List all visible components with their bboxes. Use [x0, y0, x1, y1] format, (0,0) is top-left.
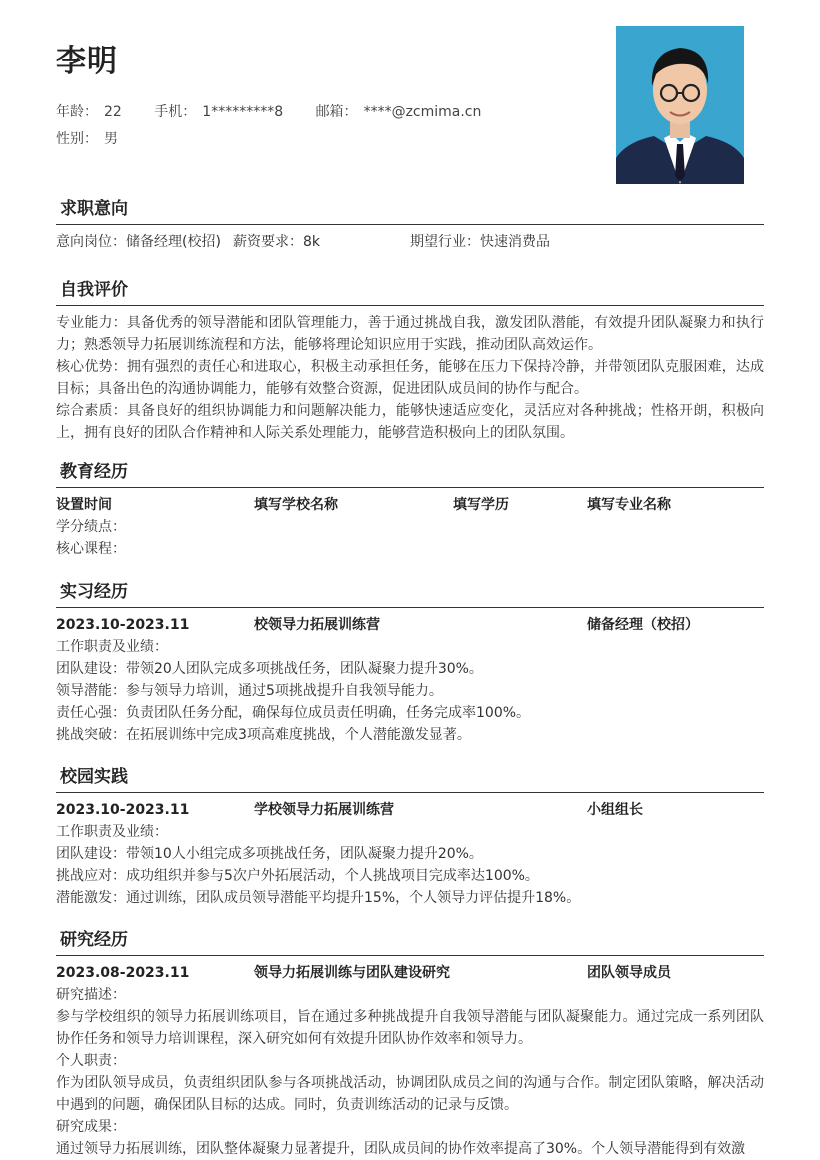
edu-courses: 核心课程：: [56, 541, 126, 557]
section-title: 研究经历: [60, 930, 128, 950]
campus-line: 团队建设：带领10人小组完成多项挑战任务，团队凝聚力提升20%。: [56, 846, 483, 862]
section-header: [56, 927, 764, 956]
intern-line: 挑战突破：在拓展训练中完成3项高难度挑战，个人潜能激发显著。: [56, 727, 471, 743]
internship-row: [56, 614, 764, 636]
intent-row: [56, 231, 764, 253]
intern-line: 团队建设：带领20人团队完成多项挑战任务，团队凝聚力提升30%。: [56, 661, 483, 677]
email-field: [316, 101, 482, 121]
intern-role: 储备经理（校招）: [587, 617, 699, 633]
campus-org: 学校领导力拓展训练营: [254, 802, 394, 818]
section-job-intent: [56, 196, 764, 253]
gender-field: [56, 128, 118, 148]
intent-salary: 薪资要求：8k: [233, 234, 321, 250]
research-duty-label: 个人职责：: [56, 1053, 126, 1069]
campus-row: [56, 799, 764, 821]
section-education: [56, 459, 764, 560]
email-label: 邮箱：: [315, 104, 358, 120]
campus-line: 潜能激发：通过训练，团队成员领导潜能平均提升15%，个人领导力评估提升18%。: [56, 890, 581, 906]
edu-time: 设置时间: [56, 497, 112, 513]
section-internship: [56, 579, 764, 746]
phone-value: 1*********8: [202, 104, 284, 120]
section-header: [56, 764, 764, 793]
intern-org: 校领导力拓展训练营: [254, 617, 380, 633]
gender-value: 男: [104, 131, 118, 147]
intern-time: 2023.10-2023.11: [56, 617, 190, 633]
research-row: [56, 962, 764, 984]
phone-label: 手机：: [154, 104, 197, 120]
research-duty: 作为团队领导成员，负责组织团队参与各项挑战活动，协调团队成员之间的沟通与合作。制定团队策略，解决活动中遇到的问题，确保团队目标的达成。同时，负责训练活动的记录与反馈。: [56, 1075, 764, 1113]
research-desc-label: 研究描述：: [56, 987, 126, 1003]
section-header: [56, 459, 764, 488]
edu-school: 填写学校名称: [254, 497, 338, 513]
research-desc: 参与学校组织的领导力拓展训练项目，旨在通过多种挑战提升自我领导潜能与团队凝聚能力。通过完成一系列团队协作任务和领导力培训课程，深入研究如何有效提升团队协作效率和领导力。: [56, 1009, 764, 1047]
eval-paragraph: 专业能力：具备优秀的领导潜能和团队管理能力，善于通过挑战自我，激发团队潜能，有效提升团队凝聚力和执行力；熟悉领导力拓展训练流程和方法，能够将理论知识应用于实践，推动团队高效运作。: [56, 315, 764, 353]
campus-line: 工作职责及业绩：: [56, 824, 168, 840]
intern-line: 领导潜能：参与领导力培训，通过5项挑战提升自我领导能力。: [56, 683, 443, 699]
section-title: 实习经历: [60, 582, 128, 602]
contact-row: [56, 101, 509, 121]
intern-line: 责任心强：负责团队任务分配，确保每位成员责任明确，任务完成率100%。: [56, 705, 531, 721]
edu-gpa: 学分绩点：: [56, 519, 126, 535]
section-research: [56, 927, 764, 1160]
campus-role: 小组组长: [587, 802, 643, 818]
intent-position: 意向岗位：储备经理(校招): [56, 234, 221, 250]
age-field: [56, 101, 122, 121]
candidate-name: 李明: [56, 44, 118, 79]
section-campus-practice: [56, 764, 764, 909]
education-row: [56, 494, 764, 516]
intern-line: 工作职责及业绩：: [56, 639, 168, 655]
campus-line: 挑战应对：成功组织并参与5次户外拓展活动，个人挑战项目完成率达100%。: [56, 868, 539, 884]
research-time: 2023.08-2023.11: [56, 965, 190, 981]
research-result: 通过领导力拓展训练，团队整体凝聚力显著提升，团队成员间的协作效率提高了30%。个人领导潜能得到有效激: [56, 1141, 746, 1157]
email-value: ****@zcmima.cn: [363, 104, 482, 120]
age-value: 22: [104, 104, 122, 120]
age-label: 年龄：: [56, 104, 98, 120]
profile-photo: [616, 26, 744, 184]
section-self-evaluation: [56, 277, 764, 444]
section-title: 教育经历: [60, 462, 128, 482]
research-org: 领导力拓展训练与团队建设研究: [254, 965, 450, 981]
research-result-label: 研究成果：: [56, 1119, 126, 1135]
campus-time: 2023.10-2023.11: [56, 802, 190, 818]
intent-industry: 期望行业：快速消费品: [410, 234, 550, 250]
section-title: 自我评价: [60, 280, 128, 300]
eval-paragraph: 核心优势：拥有强烈的责任心和进取心，积极主动承担任务，能够在压力下保持冷静，并带领团队克服困难，达成目标；具备出色的沟通协调能力，能够有效整合资源，促进团队成员间的协作与配合。: [56, 359, 764, 397]
gender-label: 性别：: [56, 131, 98, 147]
section-header: [56, 579, 764, 608]
section-title: 求职意向: [60, 199, 128, 219]
eval-paragraph: 综合素质：具备良好的组织协调能力和问题解决能力，能够快速适应变化，灵活应对各种挑战；性格开朗，积极向上，拥有良好的团队合作精神和人际关系处理能力，能够营造积极向上的团队氛围。: [56, 403, 764, 441]
phone-field: [154, 101, 283, 121]
edu-degree: 填写学历: [453, 497, 509, 513]
gender-row: [56, 128, 146, 148]
section-header: [56, 277, 764, 306]
section-title: 校园实践: [60, 767, 128, 787]
avatar-portrait-icon: [616, 26, 744, 184]
research-role: 团队领导成员: [587, 965, 671, 981]
edu-major: 填写专业名称: [587, 497, 671, 513]
section-header: [56, 196, 764, 225]
